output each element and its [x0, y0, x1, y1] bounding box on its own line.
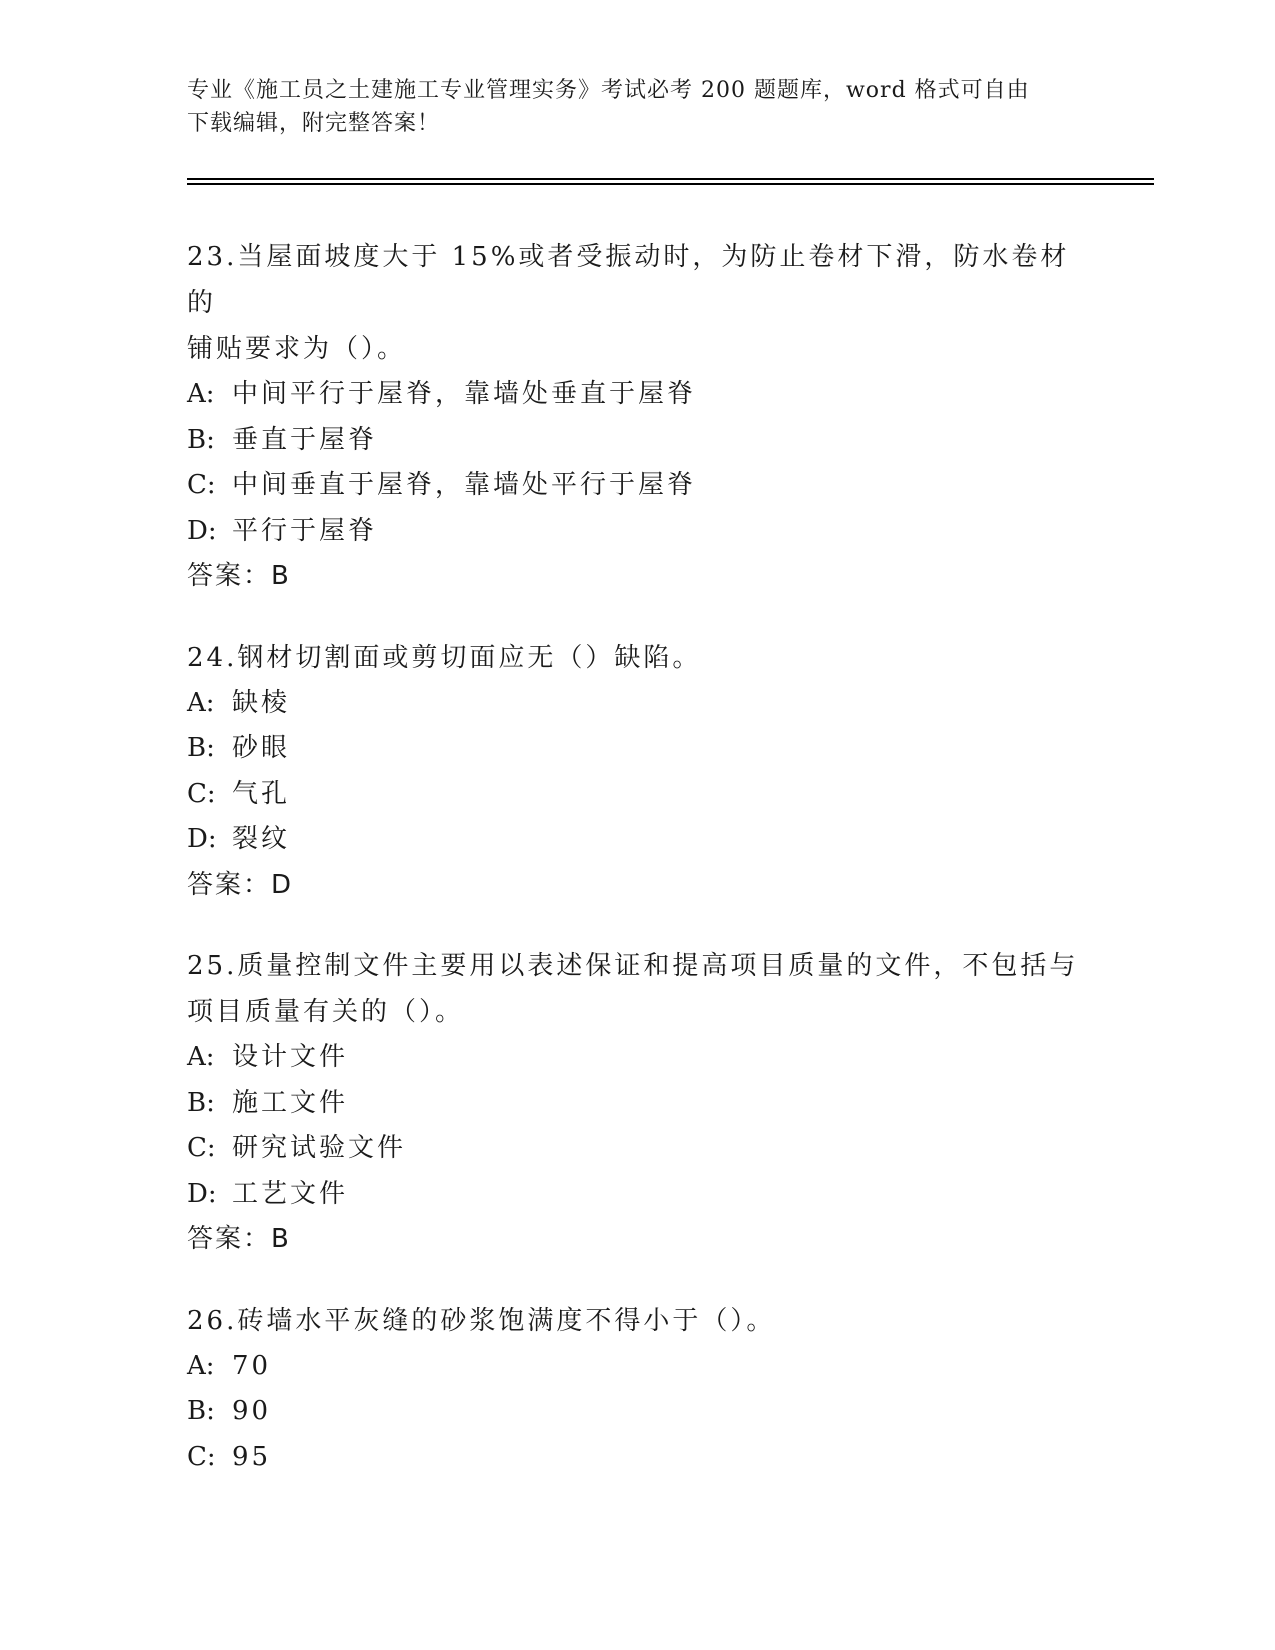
option-text: 70 — [232, 1350, 272, 1381]
option-letter: C: — [187, 778, 216, 809]
question-23 — [187, 234, 1087, 600]
question-stem-line: 26.砖墙水平灰缝的砂浆饱满度不得小于（）。 — [187, 1305, 776, 1336]
option-letter: C: — [187, 1133, 216, 1163]
option-a — [187, 372, 1087, 418]
option-b — [187, 1081, 1087, 1127]
answer-line: 答案：B — [187, 1224, 291, 1254]
option-text: 90 — [232, 1396, 272, 1426]
option-a — [187, 681, 1087, 727]
question-24 — [187, 635, 1087, 909]
option-letter: D: — [187, 1178, 217, 1209]
option-d — [187, 509, 1087, 555]
option-text: 气孔 — [232, 778, 291, 809]
option-c — [187, 463, 1087, 509]
option-letter: A: — [187, 379, 215, 409]
option-c — [187, 1435, 1087, 1481]
question-stem-line: 23.当屋面坡度大于 15%或者受振动时，为防止卷材下滑，防水卷材的 — [187, 242, 1070, 318]
option-c — [187, 1126, 1087, 1172]
question-stem-line: 24.钢材切割面或剪切面应无（）缺陷。 — [187, 642, 702, 673]
option-text: 缺棱 — [232, 687, 291, 718]
option-c — [187, 772, 1087, 818]
option-letter: C: — [187, 470, 216, 500]
option-letter: B: — [187, 733, 215, 763]
header-divider-bottom — [187, 183, 1154, 185]
option-letter: B: — [187, 1087, 215, 1118]
option-a — [187, 1344, 1087, 1390]
option-letter: A: — [187, 687, 215, 718]
option-text: 中间平行于屋脊，靠墙处垂直于屋脊 — [232, 379, 697, 409]
option-letter: C: — [187, 1441, 216, 1472]
option-letter: D: — [187, 824, 217, 854]
option-letter: B: — [187, 424, 215, 455]
question-stem-line: 铺贴要求为（）。 — [187, 334, 407, 364]
question-26 — [187, 1298, 1087, 1481]
header-divider-top — [187, 178, 1154, 180]
option-text: 平行于屋脊 — [232, 515, 378, 546]
question-stem-line: 项目质量有关的（）。 — [187, 997, 465, 1027]
option-text: 施工文件 — [232, 1087, 349, 1118]
header-line-1: 专业《施工员之土建施工专业管理实务》考试必考 200 题题库，word 格式可自由 — [187, 78, 1030, 103]
document-header — [187, 74, 1087, 140]
option-letter: A: — [187, 1042, 215, 1072]
option-letter: A: — [187, 1350, 215, 1381]
question-stem-line: 25.质量控制文件主要用以表述保证和提高项目质量的文件，不包括与 — [187, 951, 1079, 981]
option-text: 垂直于屋脊 — [232, 424, 378, 455]
option-d — [187, 1172, 1087, 1218]
option-text: 设计文件 — [232, 1042, 349, 1072]
option-text: 砂眼 — [232, 733, 291, 763]
option-letter: B: — [187, 1396, 215, 1426]
option-b — [187, 1389, 1087, 1435]
option-a — [187, 1035, 1087, 1081]
option-text: 工艺文件 — [232, 1178, 349, 1209]
option-text: 研究试验文件 — [232, 1133, 407, 1163]
answer-line: 答案：B — [187, 561, 291, 591]
question-list — [187, 234, 1087, 1515]
header-line-2: 下载编辑，附完整答案！ — [187, 111, 441, 136]
option-d — [187, 817, 1087, 863]
option-b — [187, 418, 1087, 464]
option-text: 裂纹 — [232, 824, 291, 854]
question-25 — [187, 943, 1087, 1263]
option-text: 95 — [232, 1441, 272, 1472]
option-text: 中间垂直于屋脊，靠墙处平行于屋脊 — [232, 470, 697, 500]
option-b — [187, 726, 1087, 772]
option-letter: D: — [187, 515, 217, 546]
answer-line: 答案：D — [187, 869, 294, 900]
